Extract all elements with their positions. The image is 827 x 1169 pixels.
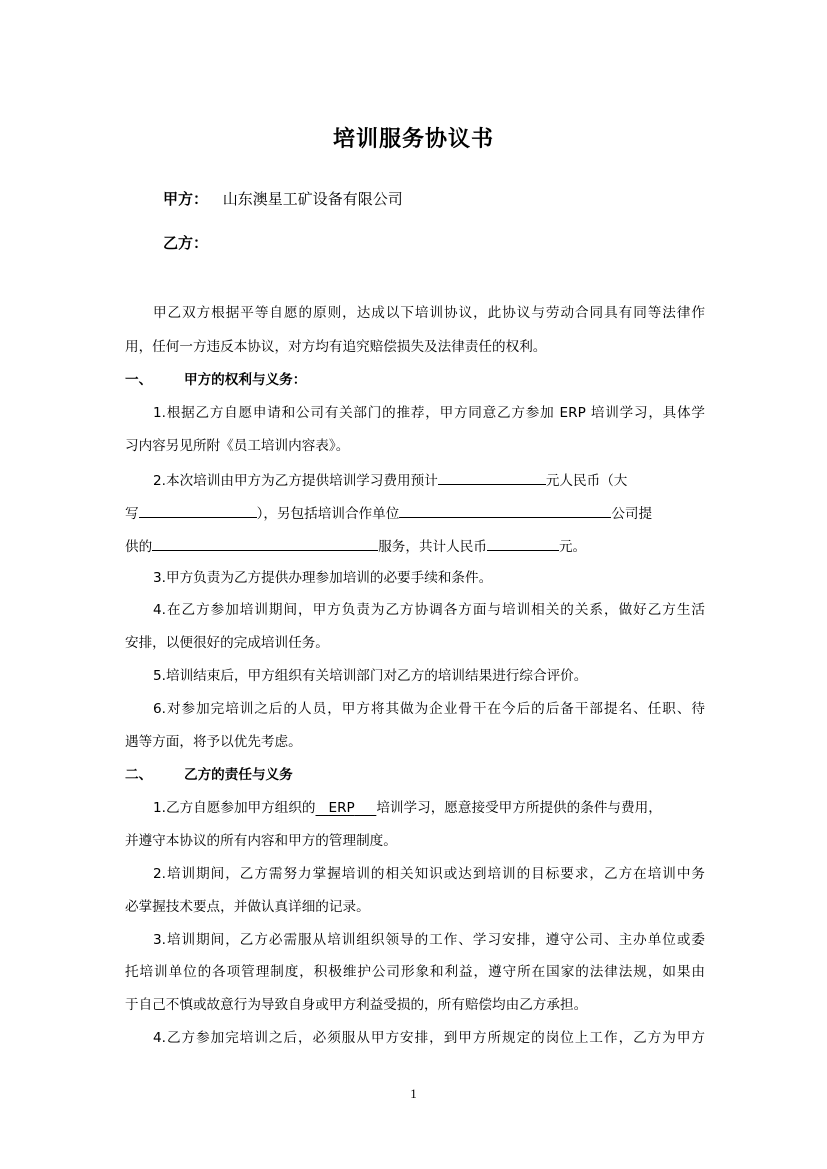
- s1-item2-text-c: 写: [125, 506, 139, 522]
- s1-item2-text-h: 元。: [558, 539, 587, 555]
- intro-line-2: 用，任何一方违反本协议，对方均有追究赔偿损失及法律责任的权利。: [125, 339, 547, 355]
- s2-item3-line2: 托培训单位的各项管理制度，积极维护公司形象和利益，遵守所在国家的法律法规，如果由: [125, 964, 705, 980]
- fee-estimate-blank[interactable]: [438, 469, 546, 485]
- party-a-label: 甲方：: [163, 190, 209, 208]
- s1-item2-line3: [125, 535, 705, 557]
- s2-item4-line1: 4.乙方参加完培训之后，必须服从甲方安排，到甲方所规定的岗位上工作，乙方为甲方: [153, 1030, 705, 1046]
- party-a-line: [163, 188, 403, 210]
- total-amount-blank[interactable]: [487, 535, 559, 551]
- s1-item2-text-e: 公司提: [611, 506, 653, 522]
- party-a-name: 山东澳星工矿设备有限公司: [222, 190, 403, 208]
- s1-item2-line2: [125, 502, 705, 524]
- erp-fill: [316, 800, 377, 816]
- s1-item2-text-a: 2.本次培训由甲方为乙方提供培训学习费用预计: [153, 473, 438, 489]
- s1-item6-line1: 6.对参加完培训之后的人员，甲方将其做为企业骨干在今后的后备干部提名、任职、待: [153, 701, 705, 717]
- s2-item1-line2: 并遵守本协议的所有内容和甲方的管理制度。: [125, 833, 397, 849]
- section-2-heading: 乙方的责任与义务: [184, 767, 293, 783]
- partner-company-blank[interactable]: [399, 502, 611, 518]
- s1-item2-line1: [153, 469, 705, 491]
- section-1-heading: 甲方的权利与义务：: [184, 372, 307, 388]
- s2-item1-line1: [153, 798, 705, 818]
- page-number: 1: [410, 1086, 417, 1101]
- s2-item3-line1: 3.培训期间，乙方必需服从培训组织领导的工作、学习安排，遵守公司、主办单位或委: [153, 932, 705, 948]
- s1-item6-line2: 遇等方面，将予以优先考虑。: [125, 734, 302, 750]
- erp-fill-value: ERP: [328, 800, 355, 816]
- s1-item4-line1: 4.在乙方参加培训期间，甲方负责为乙方协调各方面与培训相关的关系，做好乙方生活: [153, 602, 705, 618]
- s1-item3: 3.甲方负责为乙方提供办理参加培训的必要手续和条件。: [153, 570, 493, 586]
- intro-line-1: 甲乙双方根据平等自愿的原则，达成以下培训协议，此协议与劳动合同具有同等法律作: [153, 305, 705, 321]
- s1-item4-line2: 安排，以便很好的完成培训任务。: [125, 635, 329, 651]
- s2-item1-text-b: 培训学习，愿意接受甲方所提供的条件与费用，: [376, 800, 662, 816]
- service-description-blank[interactable]: [152, 535, 378, 551]
- s2-item2-line2: 必掌握技术要点，并做认真详细的记录。: [125, 899, 370, 915]
- s1-item2-text-d: ），另包括培训合作单位: [256, 506, 400, 522]
- section-2-number: 二、: [125, 767, 153, 783]
- party-b-line: [163, 232, 208, 254]
- s2-item1-text-a: 1.乙方自愿参加甲方组织的: [153, 800, 316, 816]
- amount-in-words-blank[interactable]: [139, 502, 257, 518]
- s1-item1-line1: 1.根据乙方自愿申请和公司有关部门的推荐，甲方同意乙方参加 ERP 培训学习，具体学: [153, 405, 705, 421]
- s2-item2-line1: 2.培训期间，乙方需努力掌握培训的相关知识或达到培训的目标要求，乙方在培训中务: [153, 866, 705, 882]
- s1-item2-text-f: 供的: [125, 539, 153, 555]
- s1-item2-text-b: 元人民币（大: [545, 473, 628, 489]
- s1-item2-text-g: 服务，共计人民币: [378, 539, 487, 555]
- party-b-label: 乙方：: [163, 234, 209, 252]
- s1-item5: 5.培训结束后，甲方组织有关培训部门对乙方的培训结果进行综合评价。: [153, 668, 588, 684]
- document-title: 培训服务协议书: [332, 127, 494, 152]
- section-1-number: 一、: [125, 372, 153, 388]
- s2-item3-line3: 于自己不慎或故意行为导致自身或甲方利益受损的，所有赔偿均由乙方承担。: [125, 997, 588, 1013]
- s1-item1-line2: 习内容另见所附《员工培训内容表》。: [125, 438, 350, 454]
